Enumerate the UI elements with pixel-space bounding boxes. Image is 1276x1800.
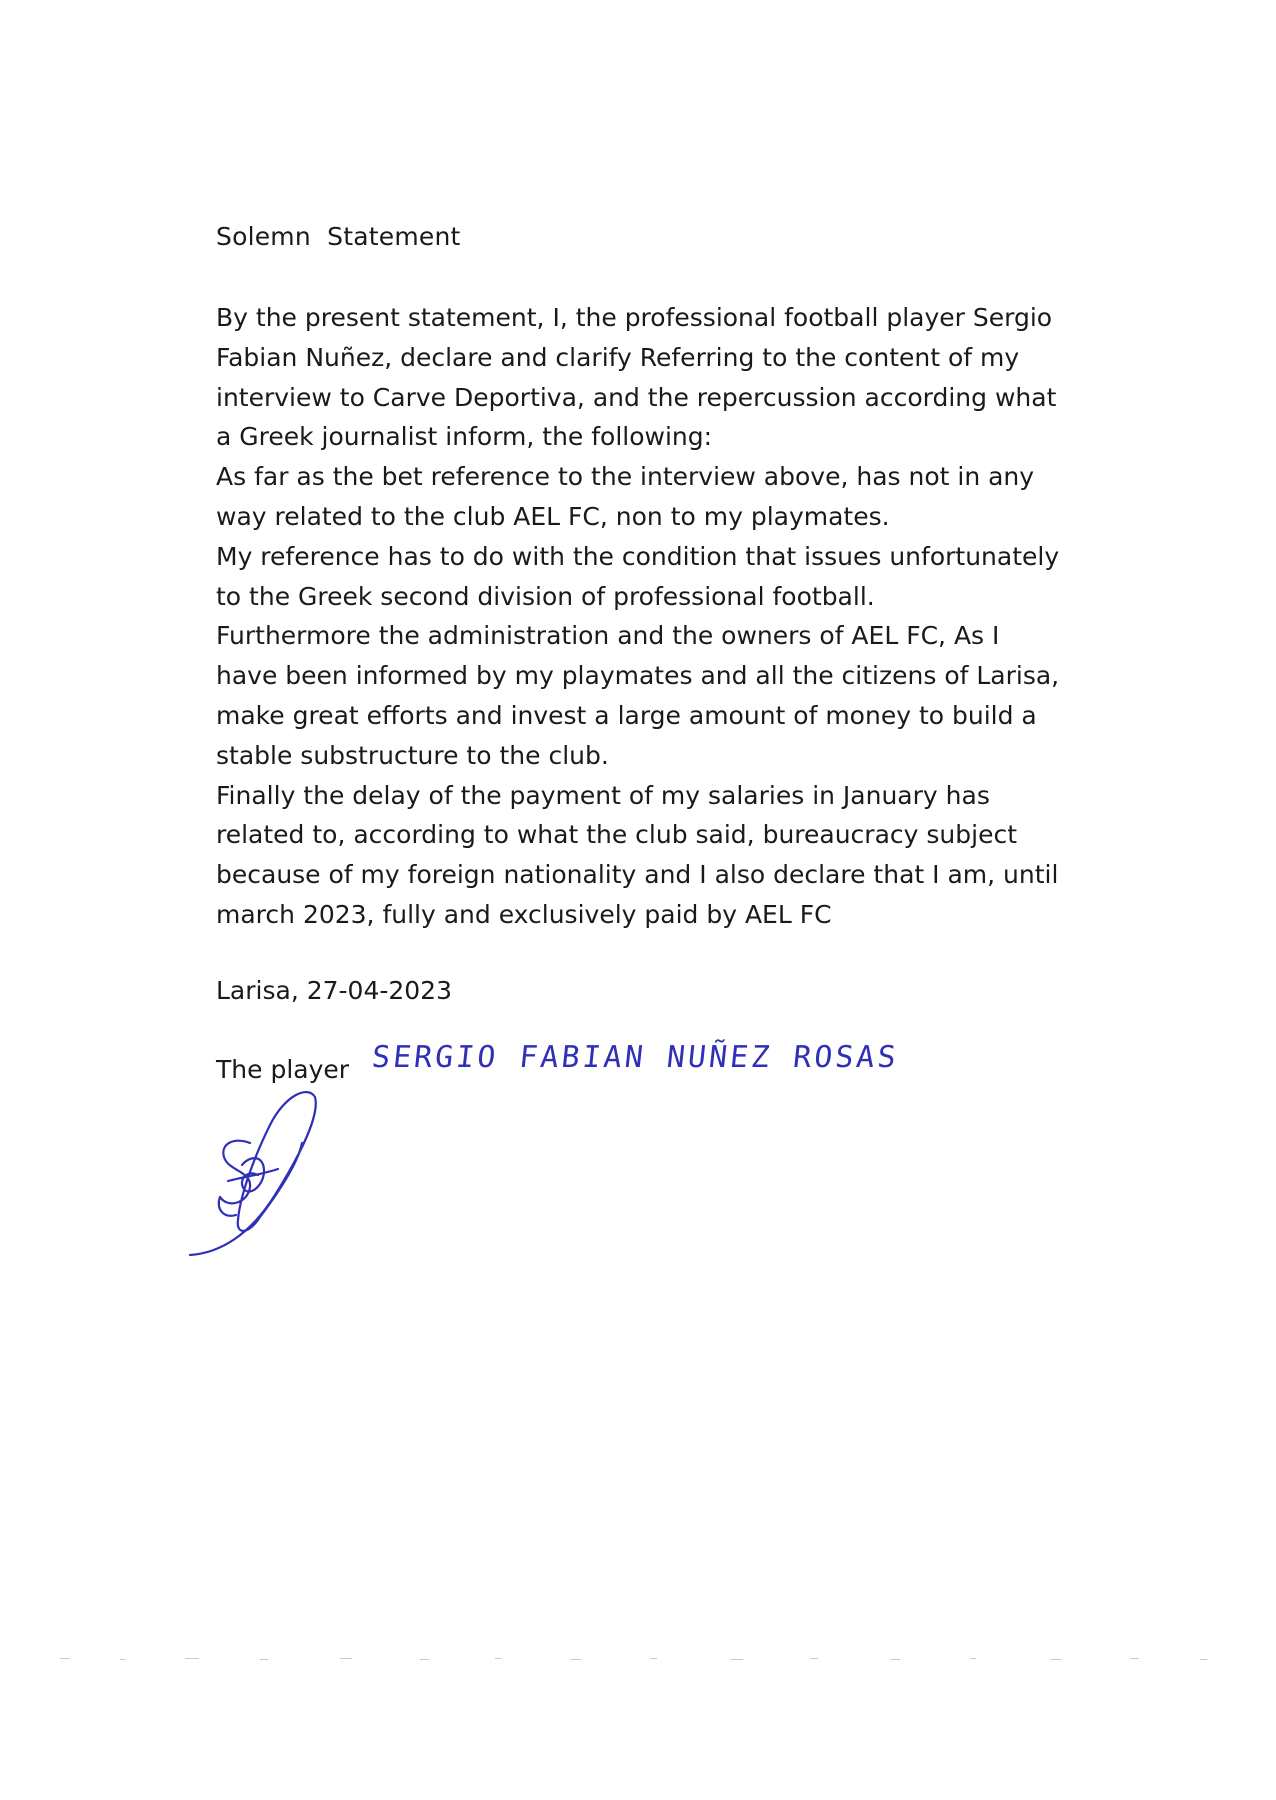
scan-noise bbox=[40, 1655, 1240, 1663]
body-line: related to, according to what the club said, bureaucracy subject bbox=[216, 820, 1018, 850]
place-date: Larisa, 27-04-2023 bbox=[216, 976, 452, 1005]
body-line: because of my foreign nationality and I also declare that I am, until bbox=[216, 860, 1059, 890]
body-line: a Greek journalist inform, the following: bbox=[216, 422, 713, 452]
player-label: The player bbox=[216, 1055, 350, 1084]
body-line: As far as the bet reference to the interview above, has not in any bbox=[216, 462, 1035, 492]
document-title: Solemn Statement bbox=[216, 222, 461, 251]
body-line: to the Greek second division of professional football. bbox=[216, 581, 875, 611]
body-line: way related to the club AEL FC, non to my playmates. bbox=[216, 501, 890, 531]
body-line: stable substructure to the club. bbox=[216, 740, 609, 770]
body-line: My reference has to do with the condition that issues unfortunately bbox=[216, 541, 1060, 571]
body-line: make great efforts and invest a large amount of money to build a bbox=[216, 700, 1037, 730]
handwritten-player-name: SERGIO FABIAN NUÑEZ ROSAS bbox=[370, 1040, 901, 1075]
body-line: interview to Carve Deportiva, and the repercussion according what bbox=[216, 382, 1057, 412]
body-line: By the present statement, I, the professional football player Sergio bbox=[216, 303, 1053, 332]
body-line: Furthermore the administration and the owners of AEL FC, As I bbox=[216, 621, 1000, 651]
body-line: Finally the delay of the payment of my salaries in January has bbox=[216, 780, 990, 810]
handwritten-signature-icon bbox=[180, 1085, 340, 1260]
body-line: march 2023, fully and exclusively paid by AEL FC bbox=[216, 899, 832, 929]
body-line: have been informed by my playmates and all the citizens of Larisa, bbox=[216, 661, 1060, 691]
body-line: Fabian Nuñez, declare and clarify Referring to the content of my bbox=[216, 342, 1020, 372]
signature-row bbox=[216, 1055, 349, 1084]
statement-body bbox=[216, 298, 1096, 935]
